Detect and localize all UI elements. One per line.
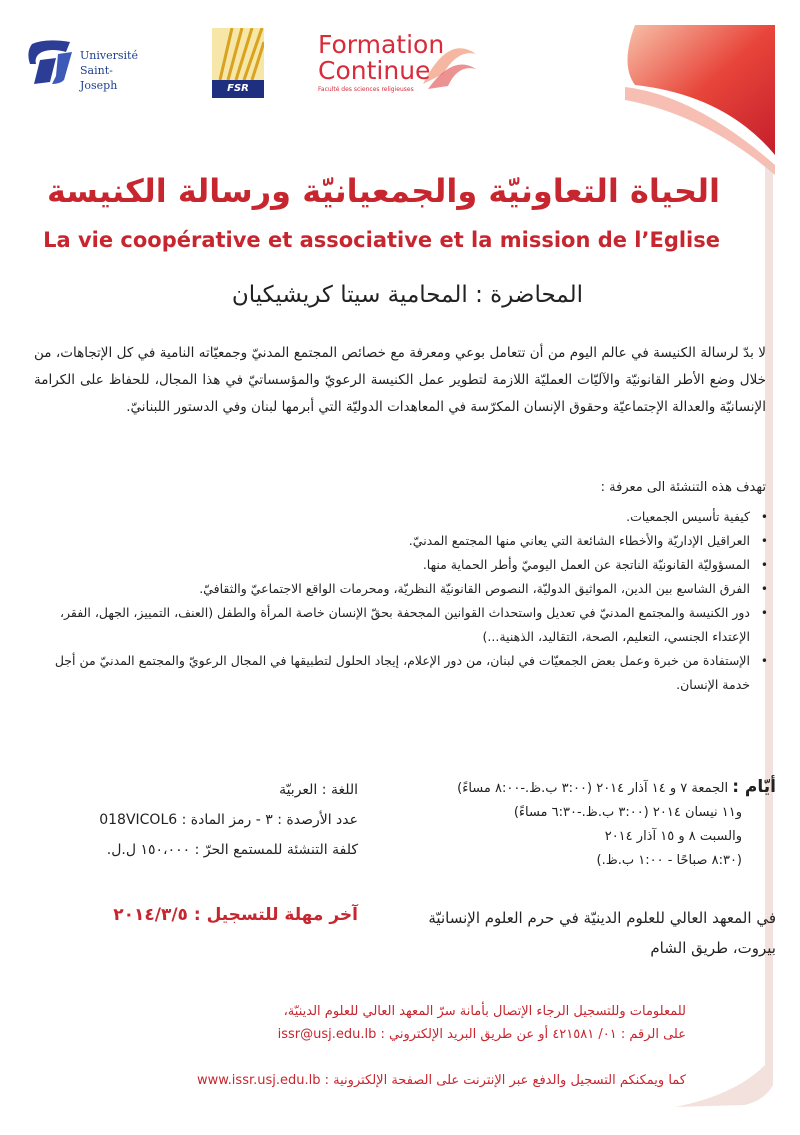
objective-text: الإستفادة من خبرة وعمل بعض الجمعيّات في لبنان، من دور الإعلام، إيجاد الحلول لتطبيقها في المجال الرعويّ والمجتمع المدنيّ من أجل خدمة الإنسان. [54,653,750,692]
usj-line1: Université [80,49,138,62]
usj-name [80,48,146,93]
bullet-icon: • [760,558,768,572]
language-line: اللغة : العربيّة [279,782,358,798]
schedule-text: الجمعة ٧ و ١٤ آذار ٢٠١٤ (٣:٠٠ ب.ظ.-٨:٠٠ مساءً) [457,781,729,796]
bullet-icon: • [760,510,768,524]
usj-emblem-icon [26,36,76,86]
website-link[interactable]: www.issr.usj.edu.lb [196,1073,321,1088]
list-item [34,505,774,529]
phone-text: على الرقم : ٠١/ ٤٢١٥٨١ أو عن طريق البريد الإلكتروني : [380,1027,686,1042]
objective-text: المسؤوليّة القانونيّة الناتجة عن العمل اليوميّ وأطر الحماية منها. [422,557,750,572]
contact-info [40,1000,686,1046]
list-item [34,553,774,577]
email-link[interactable]: issr@usj.edu.lb [277,1027,377,1042]
credits-line: عدد الأرصدة : ٣ - رمز المادة : 018VICOL6 [99,812,358,828]
days-label: أيّام : [732,777,776,797]
speaker-line: المحاضرة : المحامية سيتا كريشيكيان [231,282,583,308]
contact-line2 [40,1023,686,1046]
objective-text: كيفية تأسيس الجمعيات. [626,509,750,524]
fc-line2: Continue [318,56,431,85]
bullet-icon: • [760,582,768,596]
bullet-icon: • [760,534,768,548]
usj-logo [26,36,146,92]
intro-paragraph: لا بدّ لرسالة الكنيسة في عالم اليوم من أن تتعامل بوعي ومعرفة مع خصائص المجتمع المدنيّ وجمعيّاته النامية في كل الإتجاهات، من خلال وضع الأطر القانونيّة والآليّات العمليّة اللازمة لتطوير عمل الكنيسة الرعويّ والمؤسساتيّ في هذا المجال، للحفاظ على الكرامة الإنسانيّة والعدالة الإجتماعيّة وحقوق الإنسان المكرّسة في المعاهدات الدوليّة التي أبرمها لبنان وفي الدستور اللبنانيّ. [34,345,766,415]
schedule-line3: والسبت ٨ و ١٥ آذار ٢٠١٤ [604,829,742,844]
fc-subtitle: Faculté des sciences religieuses [318,86,414,93]
contact-line1: للمعلومات وللتسجيل الرجاء الإتصال بأمانة سرّ المعهد العالي للعلوم الدينيّة، [283,1004,686,1019]
title-arabic: الحياة التعاونيّة والجمعيانيّة ورسالة الكنيسة [47,172,720,210]
fsr-logo [212,28,264,98]
title-french: La vie coopérative et associative et la mission de l’Eglise [43,228,720,252]
objectives-list [34,505,774,697]
registration-deadline: آخر مهلة للتسجيل : ٢٠١٤/٣/٥ [113,905,358,925]
fc-line1: Formation [318,30,445,59]
objective-text: دور الكنيسة والمجتمع المدنيّ في تعديل واستحداث القوانين المجحفة بحقّ الإنسان خاصة المرأة والطفل (العنف، التمييز، الجهل، الفقر، الإعتداء الجنسي، التعليم، الصحة، التقاليد، الذهنية...) [59,605,750,644]
list-item [34,649,774,697]
course-info [30,775,358,865]
list-item [34,601,774,649]
online-text: كما ويمكنكم التسجيل والدفع عبر الإنترنت على الصفحة الإلكترونية : [324,1073,686,1088]
list-item [34,577,774,601]
objectives-title: تهدف هذه التنشئة الى معرفة : [600,480,766,495]
schedule [390,775,776,873]
bullet-icon: • [760,654,768,668]
schedule-line1 [390,775,776,801]
objective-text: الفرق الشاسع بين الدين، المواثيق الدوليّة، النصوص القانونيّة النظريّة، ومحرمات الواقع الاجتماعيّ والثقافيّ. [199,581,750,596]
location [390,903,776,963]
online-registration [40,1073,686,1088]
cost-line: كلفة التنشئة للمستمع الحرّ : ١٥٠،٠٠٠ ل.ل. [106,842,358,858]
formation-continue-logo [318,30,478,100]
schedule-line2: و١١ نيسان ٢٠١٤ (٣:٠٠ ب.ظ.-٦:٣٠ مساءً) [513,805,742,820]
location-line1: في المعهد العالي للعلوم الدينيّة في حرم العلوم الإنسانيّة [428,909,776,927]
fsr-label: FSR [212,80,264,98]
usj-line2: Saint-Joseph [80,64,118,92]
fsr-rays-icon [212,28,264,80]
objective-text: العراقيل الإداريّة والأخطاء الشائعة التي يعاني منها المجتمع المدنيّ. [408,533,750,548]
list-item [34,529,774,553]
location-line2: بيروت، طريق الشام [650,939,776,957]
schedule-line4: (٨:٣٠ صباحًا - ١:٠٠ ب.ظ.) [596,853,742,868]
bullet-icon: • [760,606,768,620]
